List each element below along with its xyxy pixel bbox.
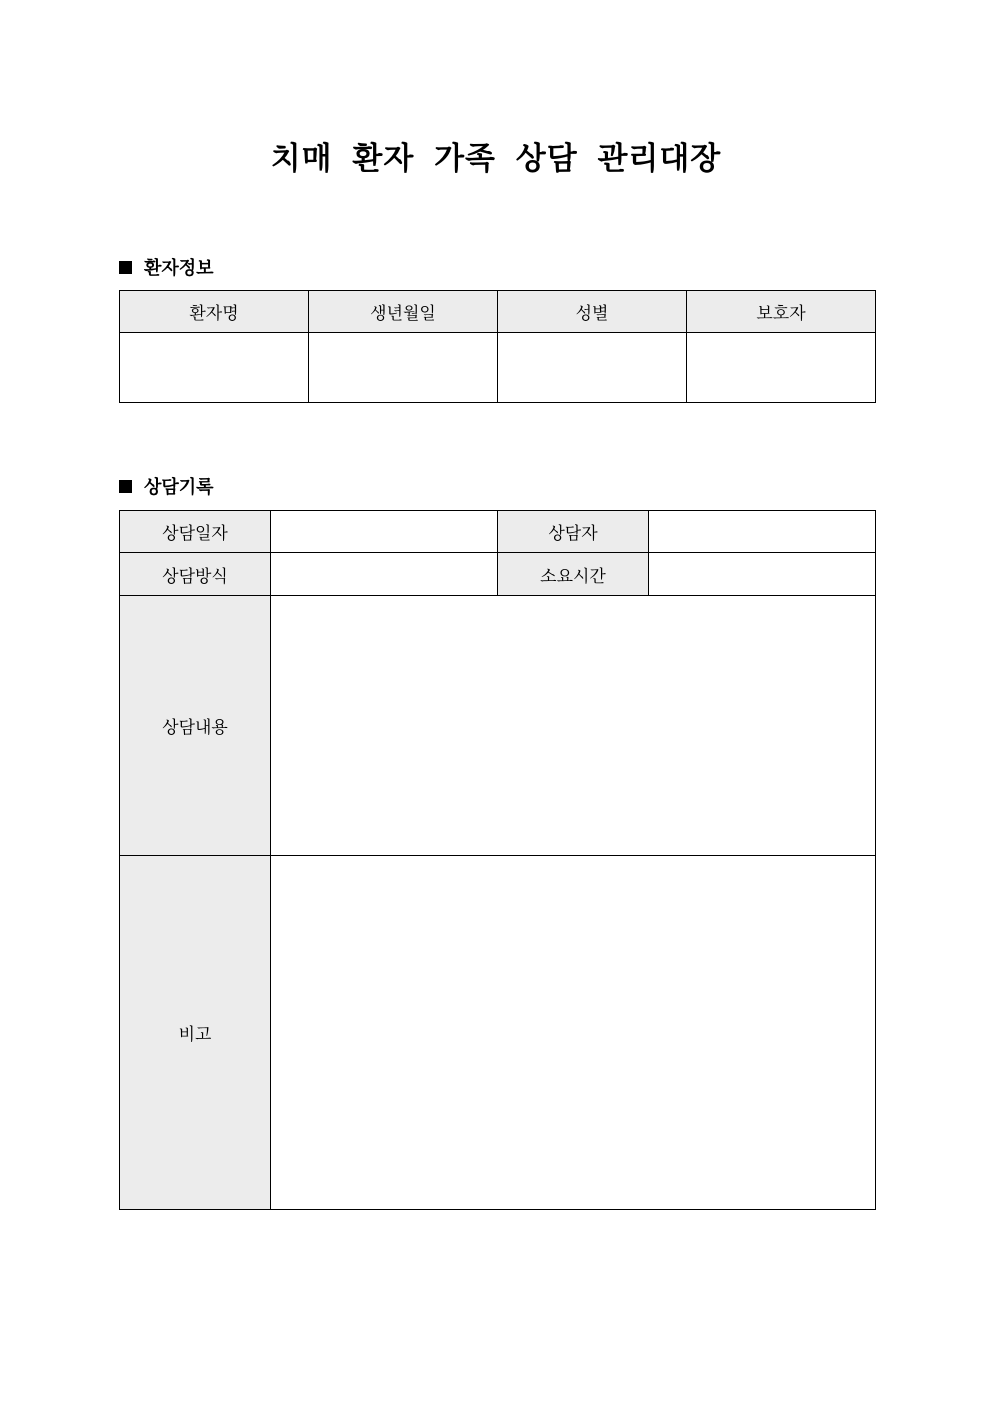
guardian-cell[interactable] — [687, 333, 876, 403]
counselor-cell[interactable] — [649, 511, 876, 553]
duration-cell[interactable] — [649, 553, 876, 596]
duration-label: 소요시간 — [498, 553, 649, 596]
birthdate-header: 생년월일 — [309, 291, 498, 333]
remarks-cell[interactable] — [271, 856, 876, 1210]
page-title: 치매 환자 가족 상담 관리대장 — [270, 141, 722, 177]
guardian-header: 보호자 — [687, 291, 876, 333]
consult-record-table — [119, 510, 876, 1210]
patient-info-table — [119, 290, 876, 403]
patient-name-cell[interactable] — [120, 333, 309, 403]
counselor-label: 상담자 — [498, 511, 649, 553]
consult-date-cell[interactable] — [271, 511, 498, 553]
gender-header: 성별 — [498, 291, 687, 333]
consult-content-cell[interactable] — [271, 596, 876, 856]
square-bullet-icon — [119, 261, 132, 274]
remarks-label: 비고 — [120, 856, 271, 1210]
patient-info-heading-label: 환자정보 — [144, 258, 214, 279]
birthdate-cell[interactable] — [309, 333, 498, 403]
patient-info-heading — [119, 254, 214, 280]
gender-cell[interactable] — [498, 333, 687, 403]
consult-method-label: 상담방식 — [120, 553, 271, 596]
consult-date-label: 상담일자 — [120, 511, 271, 553]
patient-name-header: 환자명 — [120, 291, 309, 333]
consult-content-label: 상담내용 — [120, 596, 271, 856]
consult-record-heading-label: 상담기록 — [144, 477, 214, 498]
consult-method-cell[interactable] — [271, 553, 498, 596]
square-bullet-icon — [119, 480, 132, 493]
consult-record-heading — [119, 473, 214, 499]
